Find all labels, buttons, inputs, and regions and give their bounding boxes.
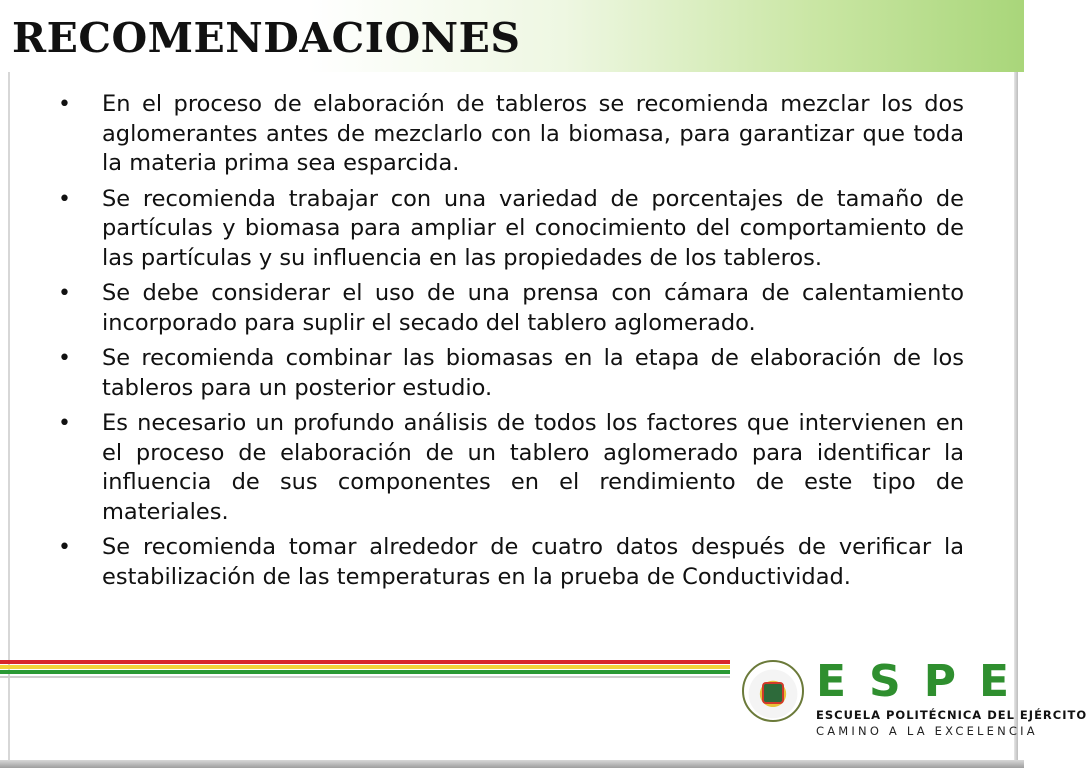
bullet-text: Se debe considerar el uso de una prensa con cámara de calentamiento incorporado para suplir el secado del tablero aglomerado.	[102, 280, 964, 336]
bullet-icon: •	[58, 411, 71, 436]
bullet-icon: •	[58, 281, 71, 306]
bullet-list	[58, 90, 964, 598]
bullet-text: Se recomienda trabajar con una variedad de porcentajes de tamaño de partículas y biomasa para ampliar el conocimiento del comportamiento de las partículas y su influencia en las propiedades de los tableros.	[102, 185, 964, 271]
logo-institution-name: ESCUELA POLITÉCNICA DEL EJÉRCITO	[816, 708, 1087, 722]
bullet-icon: •	[58, 92, 71, 117]
bullet-item	[58, 90, 964, 179]
bullet-text: Es necesario un profundo análisis de todos los factores que intervienen en el proceso de elaboración de un tablero aglomerado para identificar la influencia de sus componentes en el rendimiento de este tipo de materiales.	[102, 410, 964, 525]
bullet-text: Se recomienda tomar alrededor de cuatro datos después de verificar la estabilización de las temperaturas en la prueba de Conductividad.	[102, 534, 964, 590]
flag-stripes	[0, 660, 730, 678]
coat-of-arms-icon	[762, 682, 784, 704]
bullet-text: Se recomienda combinar las biomasas en la etapa de elaboración de los tableros para un posterior estudio.	[102, 345, 964, 401]
logo-wordmark: ESPE	[816, 656, 1033, 707]
bullet-item	[58, 344, 964, 403]
bullet-item	[58, 409, 964, 527]
bullet-item	[58, 533, 964, 592]
bottom-shadow	[0, 760, 1024, 768]
bullet-item	[58, 185, 964, 274]
bullet-item	[58, 279, 964, 338]
slide-title: RECOMENDACIONES	[12, 14, 521, 62]
red-stripe	[0, 660, 730, 664]
logo-motto: CAMINO A LA EXCELENCIA	[816, 724, 1038, 738]
grey-stripe	[0, 676, 730, 678]
left-border	[8, 72, 10, 762]
bullet-text: En el proceso de elaboración de tableros se recomienda mezclar los dos aglomerantes antes de mezclarlo con la biomasa, para garantizar que toda la materia prima sea esparcida.	[102, 91, 964, 176]
yellow-stripe	[0, 665, 730, 669]
university-seal-icon	[742, 660, 804, 722]
bullet-icon: •	[58, 535, 71, 560]
bullet-icon: •	[58, 186, 71, 212]
espe-logo	[738, 652, 1087, 752]
green-stripe	[0, 670, 730, 674]
bullet-icon: •	[58, 346, 71, 371]
